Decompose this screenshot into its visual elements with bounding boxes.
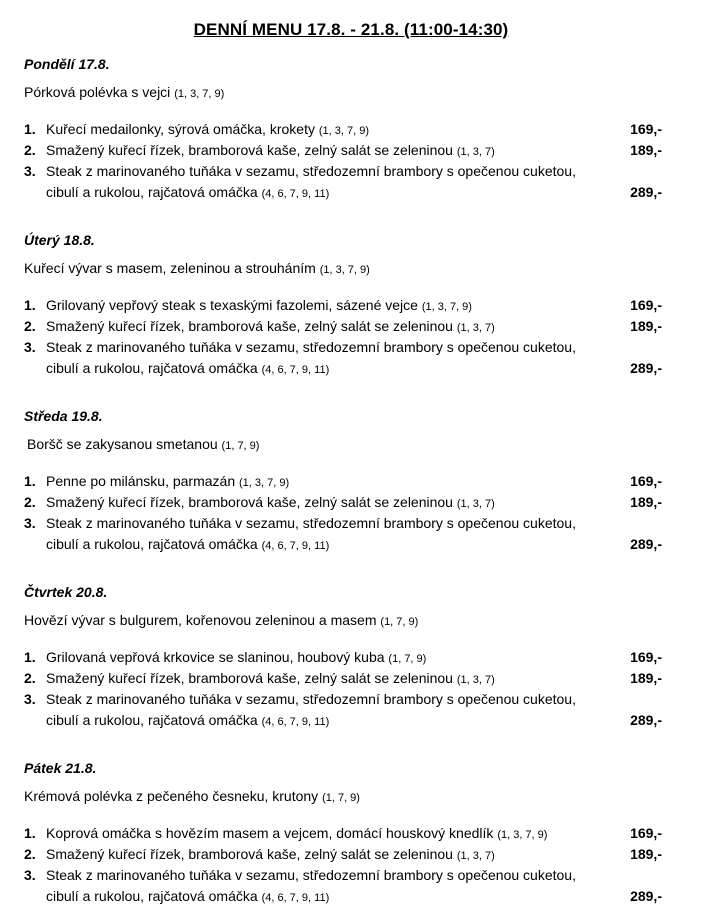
day-section-thursday bbox=[24, 584, 674, 744]
item-name: Smažený kuřecí řízek, bramborová kaše, zelný salát se zeleninou bbox=[46, 670, 453, 686]
item-name-line1: Steak z marinovaného tuňáka v sezamu, středozemní brambory s opečenou cuketou, bbox=[46, 339, 576, 355]
item-number: 2. bbox=[24, 494, 36, 510]
item-price: 189,- bbox=[630, 494, 662, 510]
item-name-line2: cibulí a rukolou, rajčatová omáčka bbox=[46, 888, 258, 904]
item-description bbox=[46, 668, 626, 691]
item-number: 1. bbox=[24, 297, 36, 313]
menu-item bbox=[24, 295, 662, 316]
item-price: 189,- bbox=[630, 670, 662, 686]
menu-item bbox=[24, 647, 662, 668]
item-number: 1. bbox=[24, 121, 36, 137]
soup-name: Hovězí vývar s bulgurem, kořenovou zeleninou a masem bbox=[24, 612, 377, 628]
item-number: 2. bbox=[24, 318, 36, 334]
item-number: 3. bbox=[24, 867, 36, 883]
item-number: 1. bbox=[24, 473, 36, 489]
item-number: 3. bbox=[24, 691, 36, 707]
day-title: Čtvrtek 20.8. bbox=[24, 584, 108, 600]
soup-line bbox=[24, 260, 370, 276]
day-title: Pondělí 17.8. bbox=[24, 56, 110, 72]
menu-item bbox=[24, 513, 662, 555]
soup-allergens: (1, 3, 7, 9) bbox=[174, 88, 225, 100]
day-section-friday bbox=[24, 760, 674, 920]
item-name-line2: cibulí a rukolou, rajčatová omáčka bbox=[46, 360, 258, 376]
item-price: 289,- bbox=[630, 360, 662, 376]
item-allergens: (1, 3, 7, 9) bbox=[239, 477, 290, 489]
item-name-line2: cibulí a rukolou, rajčatová omáčka bbox=[46, 712, 258, 728]
item-description bbox=[46, 295, 626, 318]
soup-allergens: (1, 7, 9) bbox=[322, 792, 360, 804]
item-price: 169,- bbox=[630, 297, 662, 313]
item-price: 189,- bbox=[630, 142, 662, 158]
item-description bbox=[46, 337, 626, 381]
item-name: Smažený kuřecí řízek, bramborová kaše, zelný salát se zeleninou bbox=[46, 494, 453, 510]
menu-item bbox=[24, 865, 662, 907]
item-description bbox=[46, 316, 626, 339]
item-allergens: (4, 6, 7, 9, 11) bbox=[261, 540, 330, 552]
item-number: 2. bbox=[24, 142, 36, 158]
soup-name: Pórková polévka s vejci bbox=[24, 84, 171, 100]
item-price: 169,- bbox=[630, 649, 662, 665]
item-number: 3. bbox=[24, 163, 36, 179]
day-section-monday bbox=[24, 56, 674, 216]
item-price: 189,- bbox=[630, 318, 662, 334]
item-number: 3. bbox=[24, 339, 36, 355]
item-description bbox=[46, 865, 626, 909]
item-allergens: (4, 6, 7, 9, 11) bbox=[261, 716, 330, 728]
day-title: Středa 19.8. bbox=[24, 408, 103, 424]
menu-item bbox=[24, 492, 662, 513]
item-name: Smažený kuřecí řízek, bramborová kaše, zelný salát se zeleninou bbox=[46, 846, 453, 862]
item-allergens: (1, 3, 7, 9) bbox=[421, 301, 472, 313]
page-title: DENNÍ MENU 17.8. - 21.8. (11:00-14:30) bbox=[193, 20, 509, 39]
item-name-line1: Steak z marinovaného tuňáka v sezamu, středozemní brambory s opečenou cuketou, bbox=[46, 515, 576, 531]
item-number: 2. bbox=[24, 846, 36, 862]
item-name: Kuřecí medailonky, sýrová omáčka, krokety bbox=[46, 121, 315, 137]
item-allergens: (4, 6, 7, 9, 11) bbox=[261, 364, 330, 376]
item-description bbox=[46, 647, 626, 670]
soup-line bbox=[27, 436, 259, 452]
menu-item bbox=[24, 668, 662, 689]
item-number: 2. bbox=[24, 670, 36, 686]
item-allergens: (1, 3, 7) bbox=[456, 674, 495, 686]
item-price: 169,- bbox=[630, 473, 662, 489]
item-name: Grilovaná vepřová krkovice se slaninou, houbový kuba bbox=[46, 649, 385, 665]
soup-line bbox=[24, 612, 418, 628]
menu-item bbox=[24, 471, 662, 492]
item-price: 289,- bbox=[630, 888, 662, 904]
menu-item bbox=[24, 140, 662, 161]
item-allergens: (1, 3, 7) bbox=[456, 146, 495, 158]
item-number: 3. bbox=[24, 515, 36, 531]
soup-name: Krémová polévka z pečeného česneku, krutony bbox=[24, 788, 319, 804]
day-section-wednesday bbox=[24, 408, 674, 568]
item-name: Grilovaný vepřový steak s texaskými fazolemi, sázené vejce bbox=[46, 297, 418, 313]
item-allergens: (4, 6, 7, 9, 11) bbox=[261, 892, 330, 904]
item-allergens: (1, 3, 7) bbox=[456, 498, 495, 510]
item-name: Penne po milánsku, parmazán bbox=[46, 473, 236, 489]
item-price: 289,- bbox=[630, 712, 662, 728]
item-name-line2: cibulí a rukolou, rajčatová omáčka bbox=[46, 536, 258, 552]
item-name-line1: Steak z marinovaného tuňáka v sezamu, středozemní brambory s opečenou cuketou, bbox=[46, 867, 576, 883]
item-name-line1: Steak z marinovaného tuňáka v sezamu, středozemní brambory s opečenou cuketou, bbox=[46, 691, 576, 707]
menu-item bbox=[24, 316, 662, 337]
item-allergens: (1, 3, 7) bbox=[456, 322, 495, 334]
menu-item bbox=[24, 119, 662, 140]
soup-allergens: (1, 3, 7, 9) bbox=[319, 264, 370, 276]
item-number: 1. bbox=[24, 825, 36, 841]
item-name-line2: cibulí a rukolou, rajčatová omáčka bbox=[46, 184, 258, 200]
menu-item bbox=[24, 161, 662, 203]
item-price: 289,- bbox=[630, 184, 662, 200]
soup-allergens: (1, 7, 9) bbox=[221, 440, 260, 452]
menu-item bbox=[24, 689, 662, 731]
soup-line bbox=[24, 788, 360, 804]
item-name: Smažený kuřecí řízek, bramborová kaše, zelný salát se zeleninou bbox=[46, 318, 453, 334]
item-allergens: (1, 7, 9) bbox=[388, 653, 427, 665]
item-price: 169,- bbox=[630, 825, 662, 841]
item-description bbox=[46, 140, 626, 163]
item-price: 289,- bbox=[630, 536, 662, 552]
item-name: Koprová omáčka s hovězím masem a vejcem, domácí houskový knedlík bbox=[46, 825, 494, 841]
day-title: Pátek 21.8. bbox=[24, 760, 97, 776]
day-section-tuesday bbox=[24, 232, 674, 392]
item-allergens: (1, 3, 7) bbox=[456, 850, 495, 862]
menu-item bbox=[24, 844, 662, 865]
item-price: 189,- bbox=[630, 846, 662, 862]
soup-allergens: (1, 7, 9) bbox=[380, 616, 419, 628]
menu-item bbox=[24, 337, 662, 379]
item-number: 1. bbox=[24, 649, 36, 665]
day-title: Úterý 18.8. bbox=[24, 232, 95, 248]
item-description bbox=[46, 823, 626, 846]
item-description bbox=[46, 492, 626, 515]
item-description bbox=[46, 471, 626, 494]
item-name: Smažený kuřecí řízek, bramborová kaše, zelný salát se zeleninou bbox=[46, 142, 453, 158]
item-allergens: (1, 3, 7, 9) bbox=[318, 125, 369, 137]
item-allergens: (1, 3, 7, 9) bbox=[497, 829, 548, 841]
item-description bbox=[46, 161, 626, 205]
soup-line bbox=[24, 84, 224, 100]
item-description bbox=[46, 513, 626, 557]
item-allergens: (4, 6, 7, 9, 11) bbox=[261, 188, 330, 200]
item-description bbox=[46, 119, 626, 142]
menu-item bbox=[24, 823, 662, 844]
item-name-line1: Steak z marinovaného tuňáka v sezamu, středozemní brambory s opečenou cuketou, bbox=[46, 163, 576, 179]
soup-name: Boršč se zakysanou smetanou bbox=[27, 436, 218, 452]
item-price: 169,- bbox=[630, 121, 662, 137]
soup-name: Kuřecí vývar s masem, zeleninou a strouháním bbox=[24, 260, 316, 276]
item-description bbox=[46, 844, 626, 867]
item-description bbox=[46, 689, 626, 733]
